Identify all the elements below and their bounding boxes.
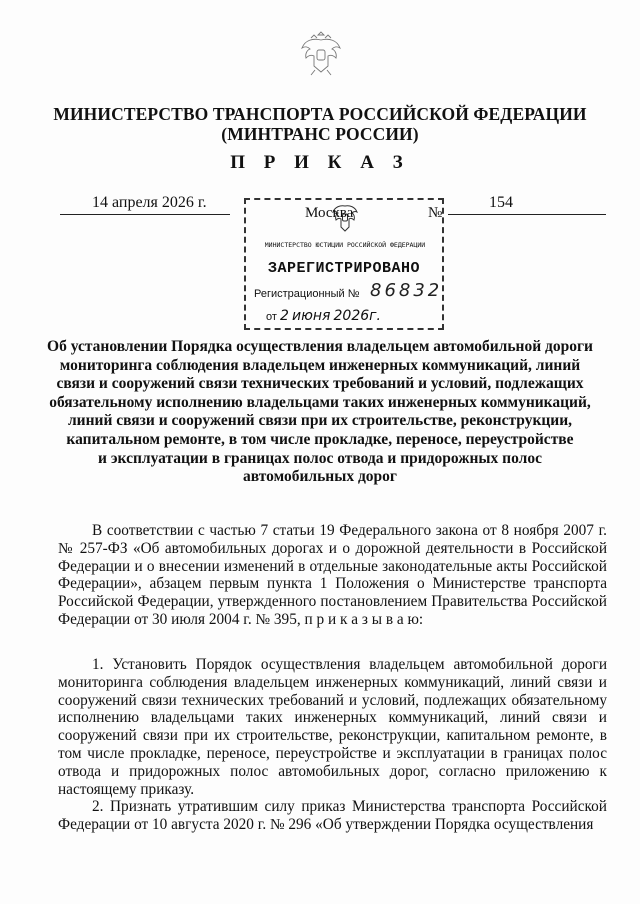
subject-line: автомобильных дорог (243, 468, 397, 486)
subject-line: связи и сооружений связи технических требований и условий, подлежащих (56, 375, 584, 393)
date-underline (60, 214, 230, 215)
stamp-number-label: Регистрационный № (254, 288, 360, 300)
number-sign: № (428, 205, 443, 221)
order-number: 154 (489, 194, 513, 211)
subject-line: линий связи и сооружений связи при их строительстве, реконструкции, (67, 412, 573, 430)
order-subject (40, 338, 600, 487)
order-items (58, 656, 607, 834)
russian-coat-of-arms-icon (299, 28, 343, 78)
preamble-text: В соответствии с частью 7 статьи 19 Федерального закона от 8 ноября 2007 г. № 257-ФЗ «Об автомобильных дорогах и о дорожной деятельности в Российской Федерации и о внесении изменений в отдельные законодательные акты Российской Федерации», абзацем первым пункта 1 Положения о Министерстве транспорта Российской Федерации, утвержденного постановлением Правительства Российской Федерации от 30 июля 2004 г. № 395, п р и к а з ы в а ю: (58, 522, 607, 628)
order-item-1: 1. Установить Порядок осуществления владельцем автомобильной дороги мониторинга соблюдения владельцем инженерных коммуникаций, линий связи и сооружений связи технических требований и условий, подлежащих обязательному исполнению владельцами таких инженерных коммуникаций, линий связи и сооружений связи при их строительстве, реконструкции, капитальном ремонте, в том числе прокладке, переносе, переустройстве и эксплуатации в границах полос отвода и придорожных полос автомобильных дорог, согласно приложению к настоящему приказу. (58, 656, 607, 798)
document-type-title: П Р И К А З (230, 152, 410, 173)
subject-line: и эксплуатации в границах полос отвода и придорожных полос (98, 449, 542, 467)
subject-line: обязательному исполнению владельцами таких инженерных коммуникаций, (49, 393, 591, 411)
stamp-date-month: июня (291, 308, 331, 324)
stamp-date-prefix: от (266, 311, 277, 323)
order-date: 14 апреля 2026 г. (92, 194, 207, 211)
subject-line: Об установлении Порядка осуществления владельцем автомобильной дороги (47, 338, 593, 355)
stamp-date-day: 2 (279, 308, 289, 324)
ministry-name-line2: (МИНТРАНС РОССИИ) (221, 124, 419, 144)
order-city: Москва (305, 205, 354, 221)
number-underline (448, 214, 606, 215)
order-item-2: 2. Признать утратившим силу приказ Министерства транспорта Российской Федерации от 10 августа 2020 г. № 296 «Об утверждении Порядка осуществления (58, 798, 607, 834)
stamp-date-year: 2026г. (333, 308, 381, 324)
subject-line: мониторинга соблюдения владельцем инженерных коммуникаций, линий (59, 356, 581, 374)
stamp-status: ЗАРЕГИСТРИРОВАНО (267, 260, 421, 277)
ministry-name-line1: МИНИСТЕРСТВО ТРАНСПОРТА РОССИЙСКОЙ ФЕДЕРАЦИИ (53, 104, 587, 124)
preamble-paragraph (58, 522, 607, 629)
subject-line: капитальном ремонте, в том числе прокладке, переносе, переустройстве (66, 430, 574, 448)
stamp-date (266, 308, 381, 324)
stamp-number-value: 86832 (370, 280, 443, 301)
stamp-ministry: МИНИСТЕРСТВО ЮСТИЦИИ РОССИЙСКОЙ ФЕДЕРАЦИИ (264, 241, 426, 249)
ministry-name (40, 104, 600, 144)
